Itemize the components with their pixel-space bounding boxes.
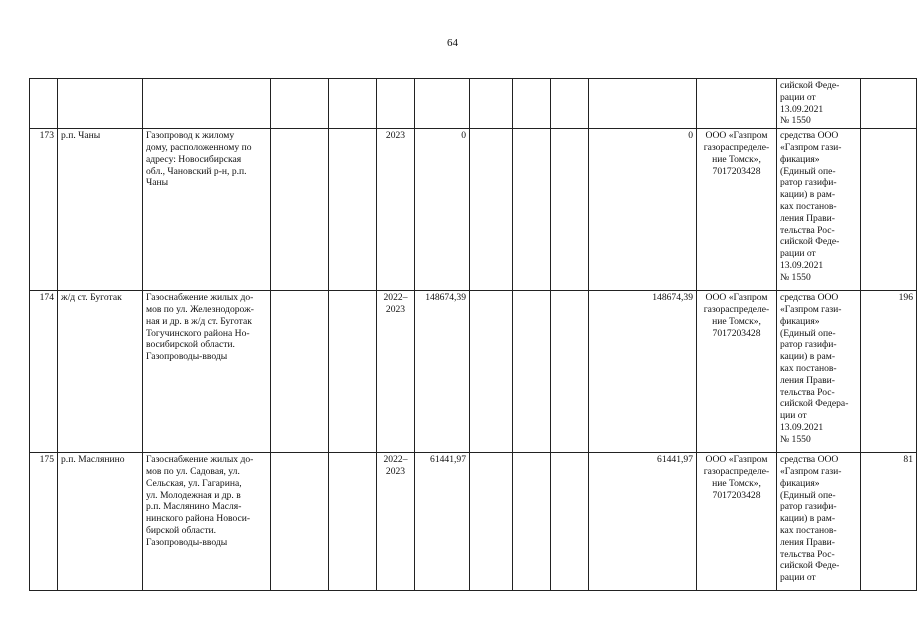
operator-cell: ООО «Газпром газораспределе- ние Томск», 7017203428 [697,291,777,453]
funding-cell: средства ООО «Газпром гази- фикация» (Единый опе- ратор газифи- кации) в рам- ках постанов- ления Прави- тельства Рос- сийской Феде- рации от 13.09.2021 № 1550 [777,129,861,291]
amount-source-cell: 148674,39 [589,291,697,453]
description-cell: Газоснабжение жилых до- мов по ул. Железнодорож- ная и др. в ж/д ст. Буготак Тогучинского района Но- восибирской области. Газопроводы-вводы [143,291,271,453]
operator-cell: ООО «Газпром газораспределе- ние Томск», 7017203428 [697,453,777,591]
row-number: 174 [30,291,58,453]
funding-cell: средства ООО «Газпром гази- фикация» (Единый опе- ратор газифи- кации) в рам- ках постанов- ления Прави- тельства Рос- сийской Федера- ции от 13.09.2021 № 1550 [777,291,861,453]
last-column-cell: 196 [861,291,917,453]
description-cell: Газоснабжение жилых до- мов по ул. Садовая, ул. Сельская, ул. Гагарина, ул. Молодежная и др. в р.п. Маслянино Масля- нинского района Новоси- бирской области. Газопроводы-вводы [143,453,271,591]
table-row [30,291,917,453]
locality-cell: ж/д ст. Буготак [58,291,143,453]
funding-cell: сийской Феде- рации от 13.09.2021 № 1550 [777,79,861,129]
register-table [29,78,917,591]
amount-total-cell: 61441,97 [415,453,470,591]
continuation-row [30,79,917,129]
table-row [30,129,917,291]
locality-cell: р.п. Маслянино [58,453,143,591]
amount-source-cell: 61441,97 [589,453,697,591]
amount-total-cell: 148674,39 [415,291,470,453]
years-cell: 2022– 2023 [377,453,415,591]
last-column-cell [861,129,917,291]
last-column-cell: 81 [861,453,917,591]
table-row [30,453,917,591]
operator-cell: ООО «Газпром газораспределе- ние Томск», 7017203428 [697,129,777,291]
page-number: 64 [447,37,458,49]
funding-cell: средства ООО «Газпром гази- фикация» (Единый опе- ратор газифи- кации) в рам- ках постанов- ления Прави- тельства Рос- сийской Феде- рации от [777,453,861,591]
years-cell: 2022– 2023 [377,291,415,453]
description-cell: Газопровод к жилому дому, расположенному по адресу: Новосибирская обл., Чановский р-н, р.п. Чаны [143,129,271,291]
locality-cell: р.п. Чаны [58,129,143,291]
years-cell: 2023 [377,129,415,291]
amount-total-cell: 0 [415,129,470,291]
amount-source-cell: 0 [589,129,697,291]
row-number: 175 [30,453,58,591]
row-number: 173 [30,129,58,291]
